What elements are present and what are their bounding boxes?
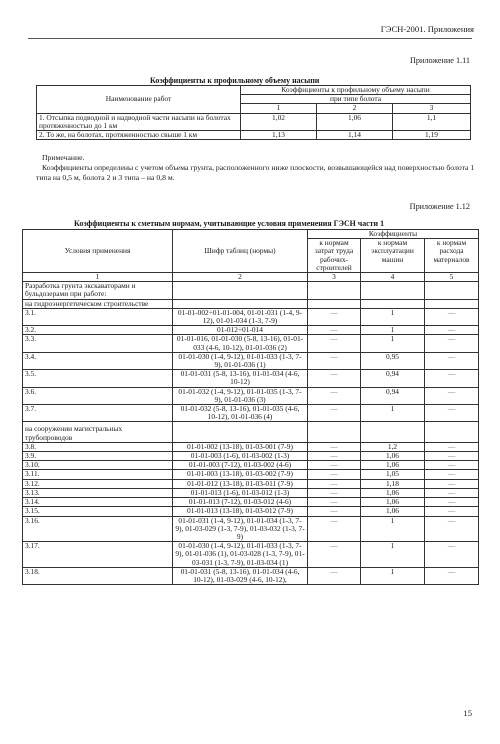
material-coef-cell: —	[425, 352, 479, 369]
table-row	[37, 113, 471, 130]
code-cell: 01-01-003 (13-18), 01-03-002 (7-9)	[173, 470, 308, 479]
material-coef-cell: —	[425, 479, 479, 488]
material-coef-cell: —	[425, 542, 479, 568]
coef-cell: 1,13	[241, 131, 317, 140]
machine-coef-cell: 1,06	[361, 507, 425, 516]
material-coef-cell: —	[425, 470, 479, 479]
material-coef-cell: —	[425, 308, 479, 325]
row-number-cell: 3.10.	[23, 461, 173, 470]
header-divider	[28, 38, 472, 39]
table-row	[23, 370, 479, 387]
swamp-type-header: 2	[317, 104, 393, 113]
machine-coef-cell: 0,95	[361, 352, 425, 369]
labor-coef-cell: —	[308, 352, 361, 369]
machine-coef-cell: 1	[361, 567, 425, 584]
row-number-cell: 3.16.	[23, 516, 173, 542]
col-header-materials: к нормам расхода материалов	[425, 239, 479, 273]
code-cell: 01-01-031 (5-8, 13-16), 01-01-034 (4-6, 10-12), 01-03-029 (4-6, 10-12),	[173, 567, 308, 584]
note-heading: Примечание.	[42, 153, 85, 162]
code-cell: 01-01-030 (1-4, 9-12), 01-01-033 (1-3, 7-9), 01-01-036 (1)	[173, 352, 308, 369]
labor-coef-cell: —	[308, 442, 361, 451]
coef-cell: 1,02	[241, 113, 317, 130]
material-coef-cell: —	[425, 387, 479, 404]
table-profile-coefficients	[36, 85, 471, 140]
row-number-cell: 3.12.	[23, 479, 173, 488]
row-number-cell: 3.6.	[23, 387, 173, 404]
table-row	[23, 470, 479, 479]
material-coef-cell: —	[425, 442, 479, 451]
machine-coef-cell: 1,06	[361, 498, 425, 507]
col-header-code: Шифр таблиц (нормы)	[173, 230, 308, 273]
table-1-notes	[36, 153, 476, 183]
labor-coef-cell: —	[308, 470, 361, 479]
material-coef-cell: —	[425, 498, 479, 507]
row-number-cell: 3.14.	[23, 498, 173, 507]
row-number-cell: 3.7.	[23, 405, 173, 422]
table-row	[23, 516, 479, 542]
subsection-row	[23, 422, 479, 442]
code-cell: 01-01-013 (13-18), 01-03-012 (7-9)	[173, 507, 308, 516]
row-number-cell: 3.8.	[23, 442, 173, 451]
col-header-labor: к нормам затрат труда рабочих-строителей	[308, 239, 361, 273]
table-row	[23, 308, 479, 325]
code-cell: 01-01-031 (5-8, 13-16), 01-01-034 (4-6, 10-12)	[173, 370, 308, 387]
row-number-cell: 3.4.	[23, 352, 173, 369]
material-coef-cell: —	[425, 370, 479, 387]
col-number: 2	[173, 273, 308, 282]
machine-coef-cell: 1	[361, 308, 425, 325]
appendix-1-11-label: Приложение 1.11	[409, 56, 470, 65]
material-coef-cell: —	[425, 405, 479, 422]
machine-coef-cell: 1,2	[361, 442, 425, 451]
machine-coef-cell: 1	[361, 335, 425, 352]
swamp-type-header: 1	[241, 104, 317, 113]
table-row	[23, 352, 479, 369]
labor-coef-cell: —	[308, 335, 361, 352]
labor-coef-cell: —	[308, 405, 361, 422]
subsection-row	[23, 299, 479, 308]
machine-coef-cell: 1	[361, 326, 425, 335]
work-name-cell: 1. Отсыпка подводной и надводной части насыпи на болотах протяженностью до 1 км	[37, 113, 241, 130]
code-cell: 01-01-030 (1-4, 9-12), 01-01-033 (1-3, 7-9), 01-01-036 (1), 01-03-028 (1-3, 7-9), 01-03-031 (1-3, 7-9), 01-03-034 (1)	[173, 542, 308, 568]
work-name-cell: 2. То же, на болотах, протяженностью свыше 1 км	[37, 131, 241, 140]
col-header-machines: к нормам эксплуатации машин	[361, 239, 425, 273]
section-title: Разработка грунта экскаваторами и бульдозерами при работе:	[23, 282, 173, 299]
coef-cell: 1,06	[317, 113, 393, 130]
labor-coef-cell: —	[308, 326, 361, 335]
machine-coef-cell: 1,06	[361, 461, 425, 470]
row-number-cell: 3.17.	[23, 542, 173, 568]
code-cell: 01-01-031 (1-4, 9-12), 01-01-034 (1-3, 7-9), 01-03-029 (1-3, 7-9), 01-03-032 (1-3, 7-9)	[173, 516, 308, 542]
coef-cell: 1,19	[393, 131, 471, 140]
table-row	[23, 507, 479, 516]
section-row	[23, 282, 479, 299]
coef-cell: 1,14	[317, 131, 393, 140]
labor-coef-cell: —	[308, 452, 361, 461]
material-coef-cell: —	[425, 452, 479, 461]
row-number-cell: 3.2.	[23, 326, 173, 335]
coef-cell: 1,1	[393, 113, 471, 130]
material-coef-cell: —	[425, 516, 479, 542]
col-header-coefficients: Коэффициенты	[308, 230, 479, 239]
row-number-cell: 3.15.	[23, 507, 173, 516]
labor-coef-cell: —	[308, 507, 361, 516]
col-number: 1	[23, 273, 173, 282]
code-cell: 01-01-003 (1-6), 01-03-002 (1-3)	[173, 452, 308, 461]
labor-coef-cell: —	[308, 370, 361, 387]
labor-coef-cell: —	[308, 479, 361, 488]
code-cell: 01-01-012 (13-18), 01-03-011 (7-9)	[173, 479, 308, 488]
code-cell: 01-012÷01-014	[173, 326, 308, 335]
machine-coef-cell: 1	[361, 405, 425, 422]
material-coef-cell: —	[425, 461, 479, 470]
row-number-cell: 3.1.	[23, 308, 173, 325]
table-row	[23, 479, 479, 488]
code-cell: 01-01-013 (7-12), 01-03-012 (4-6)	[173, 498, 308, 507]
labor-coef-cell: —	[308, 542, 361, 568]
labor-coef-cell: —	[308, 308, 361, 325]
machine-coef-cell: 1,06	[361, 452, 425, 461]
row-number-cell: 3.5.	[23, 370, 173, 387]
row-number-cell: 3.3.	[23, 335, 173, 352]
page-number: 15	[463, 708, 472, 718]
appendix-1-12-label: Приложение 1.12	[409, 202, 470, 211]
row-number-cell: 3.18.	[23, 567, 173, 584]
swamp-type-header: 3	[393, 104, 471, 113]
labor-coef-cell: —	[308, 461, 361, 470]
machine-coef-cell: 1,06	[361, 488, 425, 497]
table-2-title: Коэффициенты к сметным нормам, учитывающие условия применения ГЭСН части 1	[74, 219, 385, 228]
code-cell: 01-01-002 (13-18), 01-03-001 (7-9)	[173, 442, 308, 451]
code-cell: 01-01-032 (1-4, 9-12), 01-01-035 (1-3, 7-9), 01-01-036 (3)	[173, 387, 308, 404]
labor-coef-cell: —	[308, 567, 361, 584]
material-coef-cell: —	[425, 326, 479, 335]
col-number: 5	[425, 273, 479, 282]
code-cell: 01-01-032 (5-8, 13-16), 01-01-035 (4-6, 10-12), 01-01-036 (4)	[173, 405, 308, 422]
machine-coef-cell: 1	[361, 516, 425, 542]
table-row	[23, 567, 479, 584]
table-row	[23, 387, 479, 404]
table-row	[23, 335, 479, 352]
code-cell: 01-01-003 (7-12), 01-03-002 (4-6)	[173, 461, 308, 470]
material-coef-cell: —	[425, 567, 479, 584]
machine-coef-cell: 1	[361, 542, 425, 568]
col-number: 3	[308, 273, 361, 282]
labor-coef-cell: —	[308, 488, 361, 497]
labor-coef-cell: —	[308, 516, 361, 542]
labor-coef-cell: —	[308, 498, 361, 507]
material-coef-cell: —	[425, 507, 479, 516]
col-header-swamp-type: при типе болота	[241, 95, 471, 104]
code-cell: 01-01-016, 01-01-030 (5-8, 13-16), 01-01-033 (4-6, 10-12), 01-01-036 (2)	[173, 335, 308, 352]
machine-coef-cell: 0,94	[361, 387, 425, 404]
row-number-cell: 3.11.	[23, 470, 173, 479]
code-cell: 01-01-002÷01-01-004, 01-01-031 (1-4, 9-12), 01-01-034 (1-3, 7-9)	[173, 308, 308, 325]
table-1-title: Коэффициенты к профильному объему насыпи	[150, 76, 320, 85]
machine-coef-cell: 0,94	[361, 370, 425, 387]
code-cell: 01-01-013 (1-6), 01-03-012 (1-3)	[173, 488, 308, 497]
running-header: ГЭСН-2001. Приложения	[380, 24, 474, 34]
col-header-coefficients: Коэффициенты к профильному объему насыпи	[241, 86, 471, 95]
subsection-title: на гидроэнергетическом строительстве	[23, 299, 173, 308]
material-coef-cell: —	[425, 335, 479, 352]
table-row	[37, 131, 471, 140]
machine-coef-cell: 1,18	[361, 479, 425, 488]
row-number-cell: 3.9.	[23, 452, 173, 461]
note-text: Коэффициенты определены с учетом объема грунта, расположенного ниже плоскости, возвышающейся над поверхностью болота 1 типа на 0,5 м, болота 2 и 3 типа – на 0,8 м.	[36, 163, 475, 182]
labor-coef-cell: —	[308, 387, 361, 404]
table-row	[23, 405, 479, 422]
table-usage-coefficients	[22, 229, 479, 585]
row-number-cell: 3.13.	[23, 488, 173, 497]
subsection-title: на сооружении магистральных трубопроводов	[23, 422, 173, 442]
machine-coef-cell: 1,05	[361, 470, 425, 479]
material-coef-cell: —	[425, 488, 479, 497]
table-row	[23, 542, 479, 568]
col-number: 4	[361, 273, 425, 282]
col-header-works: Наименование работ	[37, 86, 241, 114]
col-header-conditions: Условия применения	[23, 230, 173, 273]
